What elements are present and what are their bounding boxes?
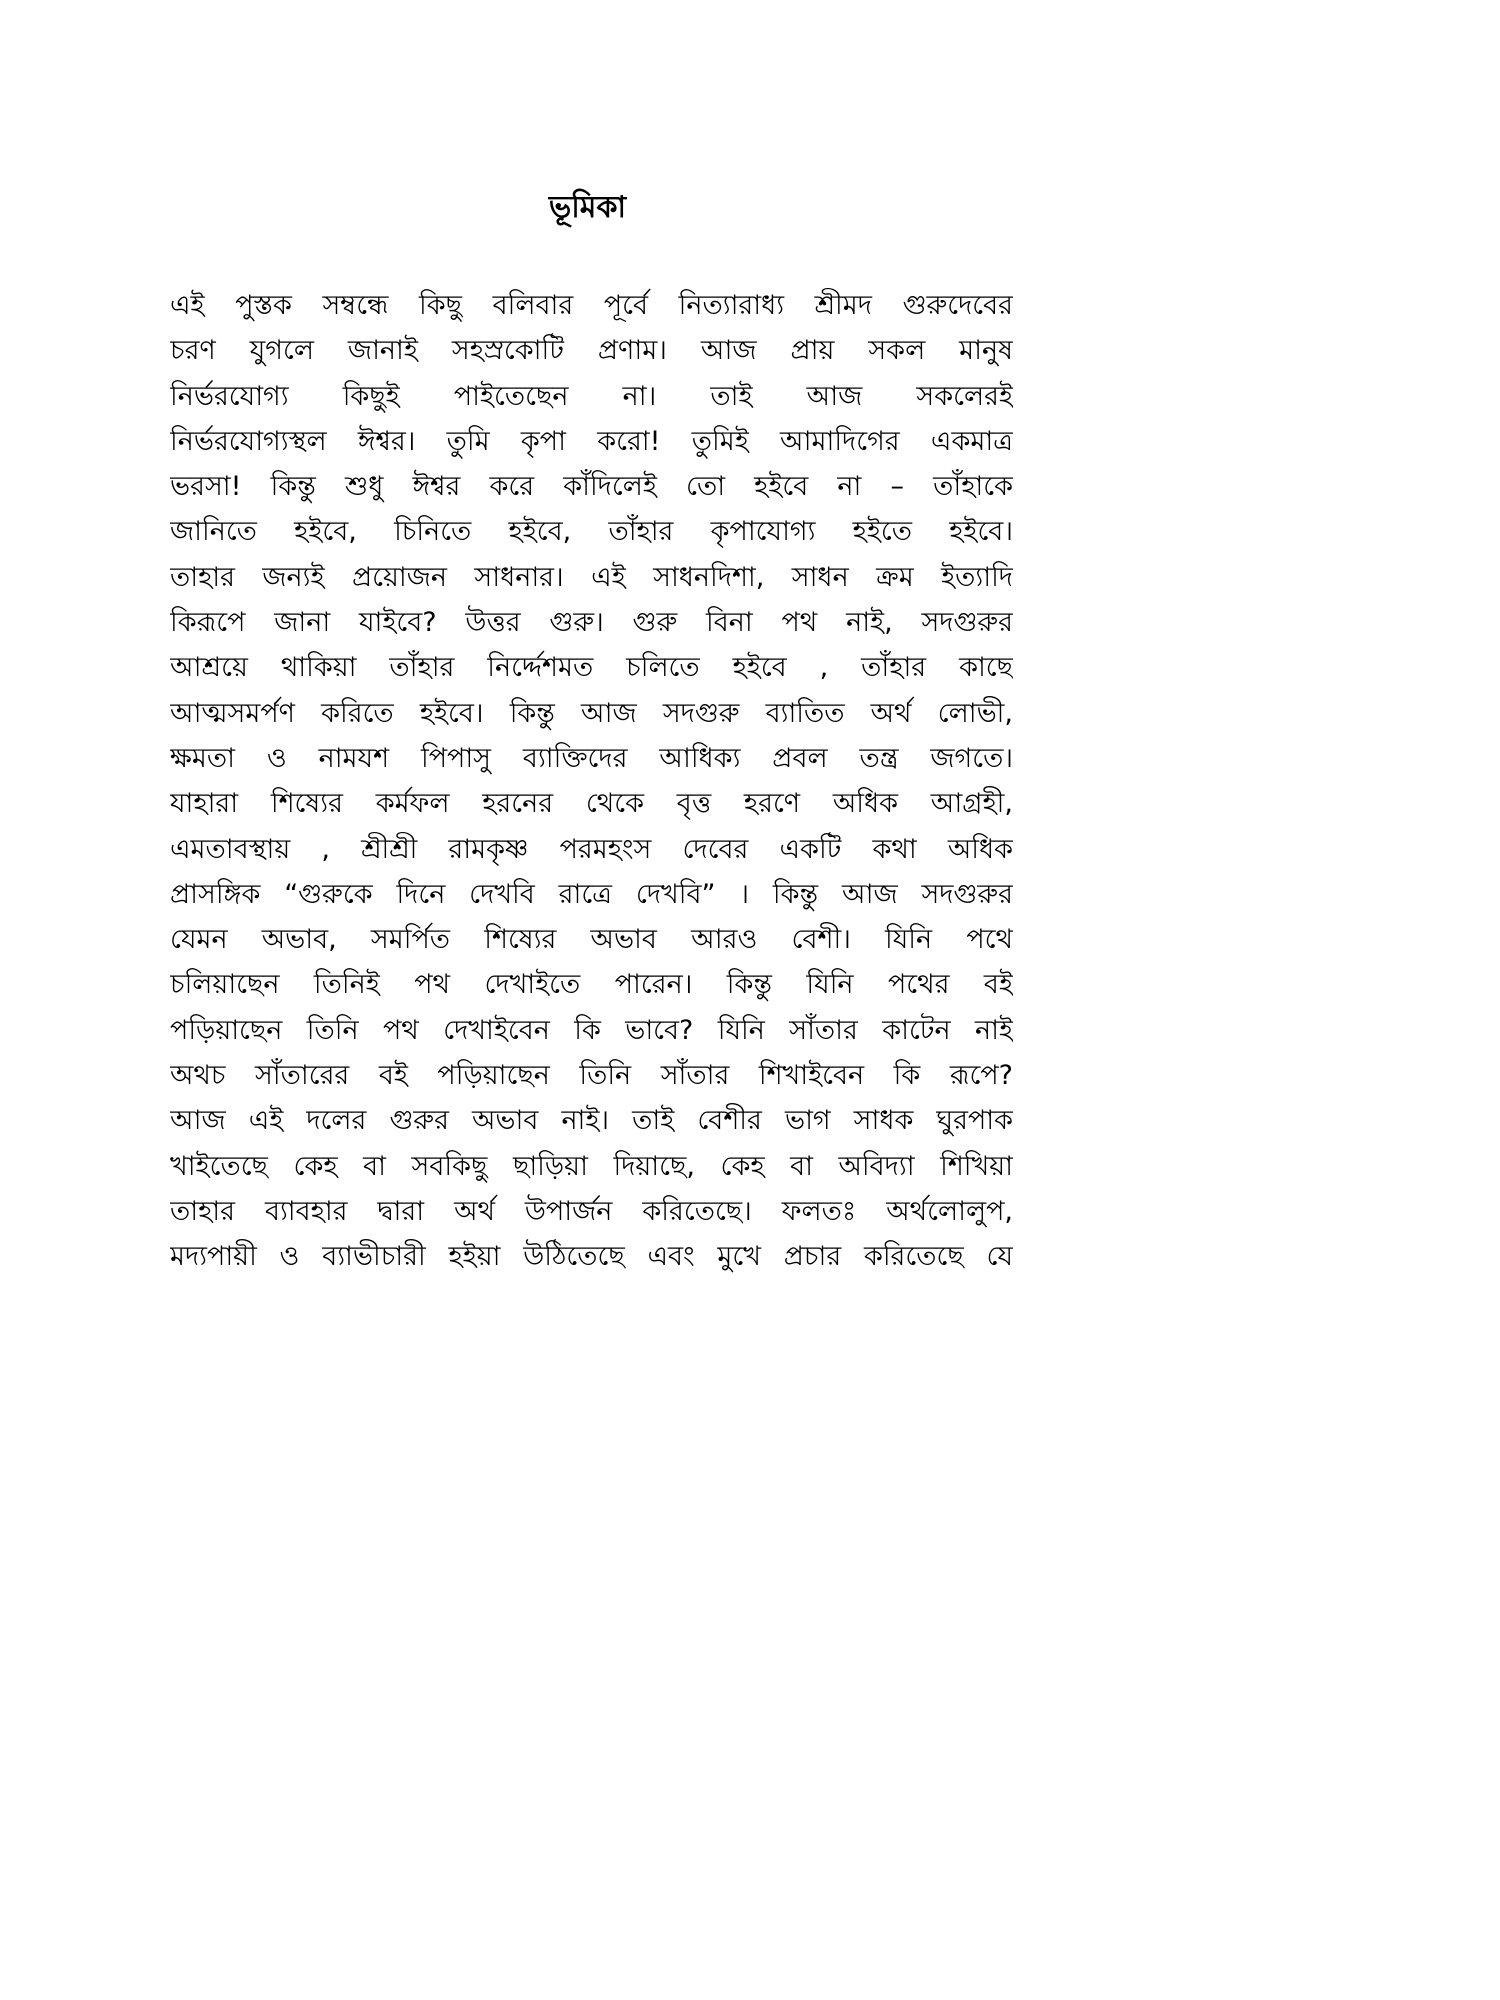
text-line: আজ এই দলের গুরুর অভাব নাই। তাই বেশীর ভাগ সাধক ঘুরপাক — [170, 1105, 1013, 1137]
text-line: তাহার জন্যই প্রয়োজন সাধনার। এই সাধনদিশা, সাধন ক্রম ইত্যাদি — [170, 561, 1013, 593]
text-line: আশ্রয়ে থাকিয়া তাঁহার নির্দ্দেশমত চলিতে হইবে , তাঁহার কাছে — [170, 652, 1013, 684]
text-line: চরণ যুগলে জানাই সহস্রকোটি প্রণাম। আজ প্রায় সকল মানুষ — [170, 335, 1013, 367]
body-paragraph — [170, 283, 1013, 1280]
text-line: চলিয়াছেন তিনিই পথ দেখাইতে পারেন। কিন্তু যিনি পথের বই — [170, 969, 1013, 1001]
text-line: কিরূপে জানা যাইবে? উত্তর গুরু। গুরু বিনা পথ নাই, সদগুরুর — [170, 607, 1013, 639]
text-line: যেমন অভাব, সমর্পিত শিষ্যের অভাব আরও বেশী। যিনি পথে — [170, 924, 1013, 956]
text-line: ভরসা! কিন্তু শুধু ঈশ্বর করে কাঁদিলেই তো হইবে না – তাঁহাকে — [170, 471, 1013, 503]
text-line: আত্মসমর্পণ করিতে হইবে। কিন্তু আজ সদগুরু ব্যাতিত অর্থ লোভী, — [170, 697, 1013, 729]
text-line: নির্ভরযোগ্য কিছুই পাইতেছেন না। তাই আজ সকলেরই — [170, 380, 1013, 412]
text-line: যাহারা শিষ্যের কর্মফল হরনের থেকে বৃত্ত হরণে অধিক আগ্রহী, — [170, 788, 1013, 820]
text-line: এই পুস্তক সম্বন্ধে কিছু বলিবার পূর্বে নিত্যারাধ্য শ্রীমদ গুরুদেবের — [170, 290, 1013, 321]
text-line: তাহার ব্যাবহার দ্বারা অর্থ উপার্জন করিতেছে। ফলতঃ অর্থলোলুপ, — [170, 1195, 1013, 1227]
text-line: ক্ষমতা ও নামযশ পিপাসু ব্যাক্তিদের আধিক্য প্রবল তন্ত্র জগতে। — [170, 742, 1013, 774]
text-line: প্রাসঙ্গিক “গুরুকে দিনে দেখবি রাত্রে দেখবি” । কিন্তু আজ সদগুরুর — [170, 878, 1013, 910]
text-line: জানিতে হইবে, চিনিতে হইবে, তাঁহার কৃপাযোগ্য হইতে হইবে। — [170, 516, 1013, 548]
page-title: ভূমিকা — [548, 190, 627, 225]
text-line: পড়িয়াছেন তিনি পথ দেখাইবেন কি ভাবে? যিনি সাঁতার কাটেন নাই — [170, 1014, 1013, 1046]
text-line: মদ্যপায়ী ও ব্যাভীচারী হইয়া উঠিতেছে এবং মুখে প্রচার করিতেছে যে — [170, 1241, 1013, 1273]
text-line: নির্ভরযোগ্যস্থল ঈশ্বর। তুমি কৃপা করো! তুমিই আমাদিগের একমাত্র — [170, 425, 1013, 457]
text-line: অথচ সাঁতারের বই পড়িয়াছেন তিনি সাঁতার শিখাইবেন কি রূপে? — [170, 1060, 1013, 1092]
text-line: খাইতেছে কেহ বা সবকিছু ছাড়িয়া দিয়াছে, কেহ বা অবিদ্যা শিখিয়া — [170, 1150, 1013, 1182]
text-line: এমতাবস্থায় , শ্রীশ্রী রামকৃষ্ণ পরমহংস দেবের একটি কথা অধিক — [170, 833, 1013, 865]
